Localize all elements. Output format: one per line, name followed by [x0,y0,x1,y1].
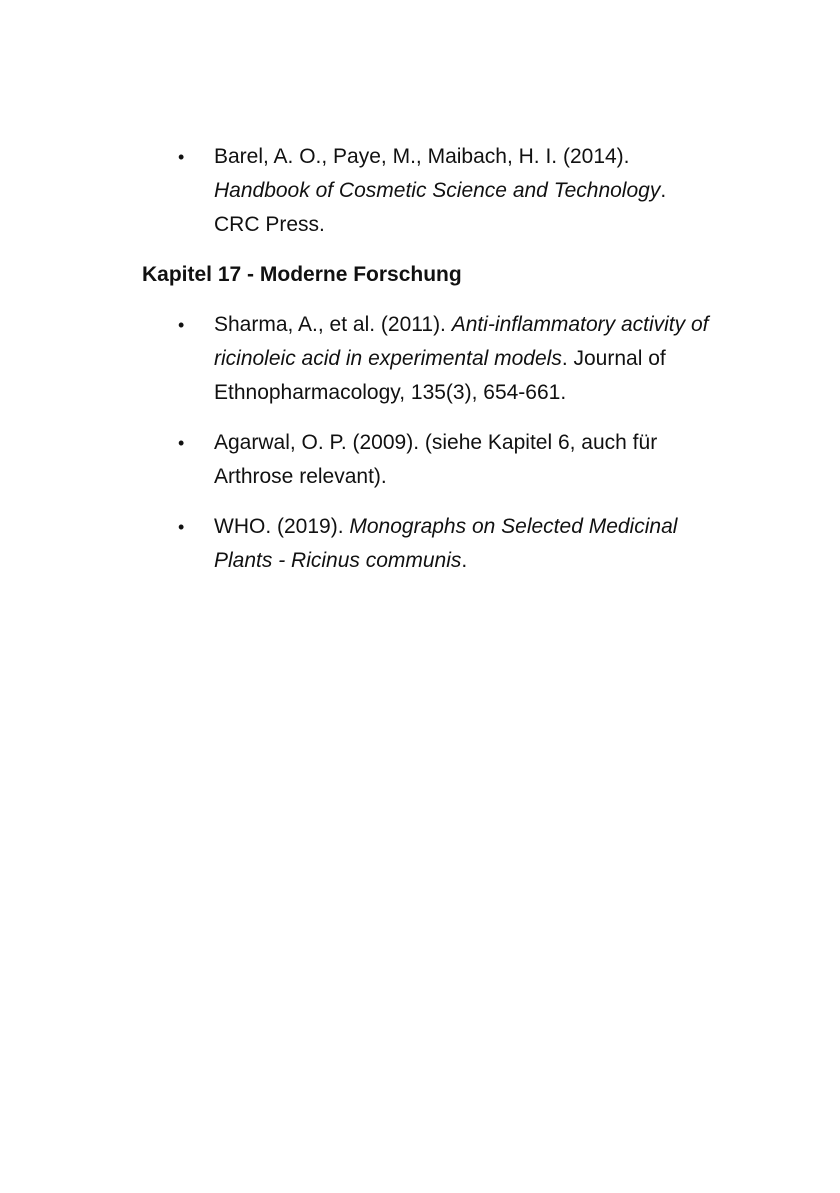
reference-item [214,426,714,494]
reference-rest: . CRC Press. [214,179,667,236]
reference-authors: Agarwal, O. P. (2009). (siehe Kapitel 6, auch für Arthrose relevant). [214,431,658,488]
reference-list-kapitel-17 [214,308,714,594]
reference-authors: WHO. (2019). [214,515,350,538]
section-heading: Kapitel 17 - Moderne Forschung [142,263,462,286]
reference-item [214,308,714,410]
reference-item [214,510,714,578]
reference-title: Handbook of Cosmetic Science and Technology [214,179,661,202]
reference-list-previous [214,140,714,258]
reference-title: Monographs on Selected Medicinal Plants - Ricinus communis [214,515,678,572]
reference-title: Anti-inflammatory activity of ricinoleic acid in experimental models [214,313,709,370]
reference-rest: . Journal of Ethnopharmacology, 135(3), 654-661. [214,347,666,404]
reference-authors: Sharma, A., et al. (2011). [214,313,452,336]
reference-authors: Barel, A. O., Paye, M., Maibach, H. I. (2014). [214,145,630,168]
reference-rest: . [461,549,468,572]
reference-item [214,140,714,242]
